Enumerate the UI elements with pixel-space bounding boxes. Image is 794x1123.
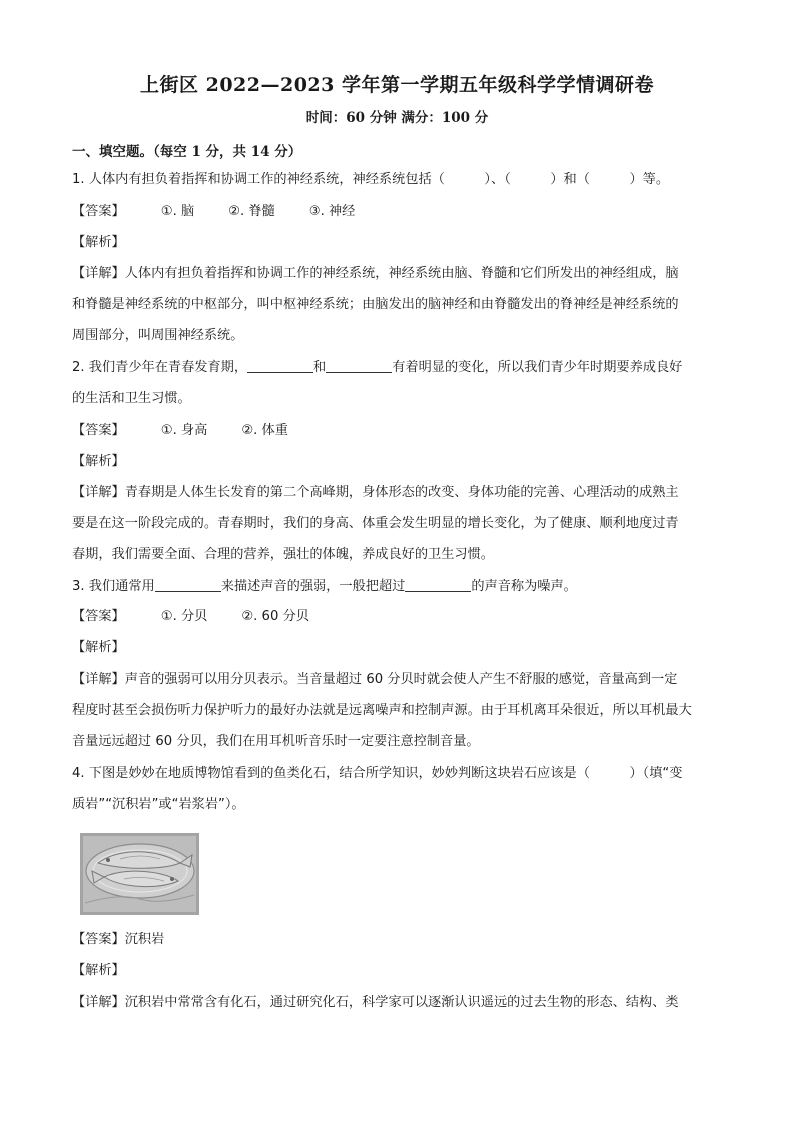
detail-line: 音量远远超过 60 分贝，我们在用耳机听音乐时一定要注意控制音量。 xyxy=(72,734,480,749)
detail-line: 春期，我们需要全面、合理的营养，强壮的体魄，养成良好的卫生习惯。 xyxy=(72,547,494,562)
question-4-stem-line2: 质岩”“沉积岩”或“岩浆岩”）。 xyxy=(72,797,245,812)
fill-blank xyxy=(247,358,313,373)
answer-item: ②. 脊髓 xyxy=(228,204,275,219)
detail-line: 和脊髓是神经系统的中枢部分，叫中枢神经系统；由脑发出的脑神经和由脊髓发出的脊神经是神经系统的 xyxy=(72,297,679,312)
question-3-answer xyxy=(72,607,722,627)
question-1-stem: 1. 人体内有担负着指挥和协调工作的神经系统，神经系统包括（ ）、（ ）和（ ）等。 xyxy=(72,172,670,187)
question-1-answer xyxy=(72,202,722,222)
fish-fossil-icon xyxy=(80,833,199,915)
answer-item: ①. 身高 xyxy=(160,423,208,438)
detail-line: 【详解】声音的强弱可以用分贝表示。当音量超过 60 分贝时就会使人产生不舒服的感觉，音量高到一定 xyxy=(72,672,678,687)
question-4-stem: 4. 下图是妙妙在地质博物馆看到的鱼类化石，结合所学知识，妙妙判断这块岩石应该是（ ）（填“变 xyxy=(72,766,683,781)
analysis-tag: 【解析】 xyxy=(72,963,125,978)
answer-tag: 【答案】 xyxy=(72,423,125,438)
stem-text: 3. 我们通常用 xyxy=(72,579,155,594)
question-3-stem xyxy=(72,577,722,597)
question-2-stem-line2: 的生活和卫生习惯。 xyxy=(72,391,191,406)
analysis-tag: 【解析】 xyxy=(72,235,125,250)
analysis-tag: 【解析】 xyxy=(72,454,125,469)
detail-line: 【详解】青春期是人体生长发育的第二个高峰期，身体形态的改变、身体功能的完善、心理活动的成熟主 xyxy=(72,485,679,500)
detail-line: 【详解】沉积岩中常常含有化石，通过研究化石，科学家可以逐渐认识遥远的过去生物的形态、结构、类 xyxy=(72,995,679,1010)
answer-item: ②. 体重 xyxy=(241,423,288,438)
answer-tag: 【答案】 xyxy=(72,204,125,219)
stem-text: 来描述声音的强弱，一般把超过 xyxy=(220,579,406,594)
stem-text: 2. 我们青少年在青春发育期， xyxy=(72,360,248,375)
fill-blank xyxy=(155,577,221,592)
fish-fossil-image xyxy=(80,833,199,915)
fill-blank xyxy=(326,358,392,373)
answer-item: ③. 神经 xyxy=(308,204,356,219)
detail-line: 要是在这一阶段完成的。青春期时，我们的身高、体重会发生明显的增长变化，为了健康、顺利地度过青 xyxy=(72,516,679,531)
question-2-stem xyxy=(72,358,722,378)
detail-line: 程度时甚至会损伤听力保护听力的最好办法就是远离噪声和控制声源。由于耳机离耳朵很近，所以耳机最大 xyxy=(72,703,692,718)
answer-item: ②. 60 分贝 xyxy=(241,609,309,624)
page-title: 上街区 2022—2023 学年第一学期五年级科学学情调研卷 xyxy=(140,74,654,96)
analysis-tag: 【解析】 xyxy=(72,640,125,655)
fill-blank xyxy=(405,577,471,592)
detail-line: 周围部分，叫周围神经系统。 xyxy=(72,328,244,343)
detail-line: 【详解】人体内有担负着指挥和协调工作的神经系统，神经系统由脑、脊髓和它们所发出的神经组成，脑 xyxy=(72,266,679,281)
stem-text: 有着明显的变化，所以我们青少年时期要养成良好 xyxy=(392,360,683,375)
answer-tag: 【答案】 xyxy=(72,609,125,624)
question-2-answer xyxy=(72,421,722,441)
section-heading: 一、填空题。（每空 1 分，共 14 分） xyxy=(72,144,302,160)
stem-text: 和 xyxy=(313,360,327,375)
answer-item: ①. 分贝 xyxy=(160,609,208,624)
exam-time-score: 时间：60 分钟 满分：100 分 xyxy=(305,110,489,126)
stem-text: 的声音称为噪声。 xyxy=(471,579,577,594)
answer-item: ①. 脑 xyxy=(160,204,195,219)
question-4-answer: 【答案】沉积岩 xyxy=(72,932,165,947)
